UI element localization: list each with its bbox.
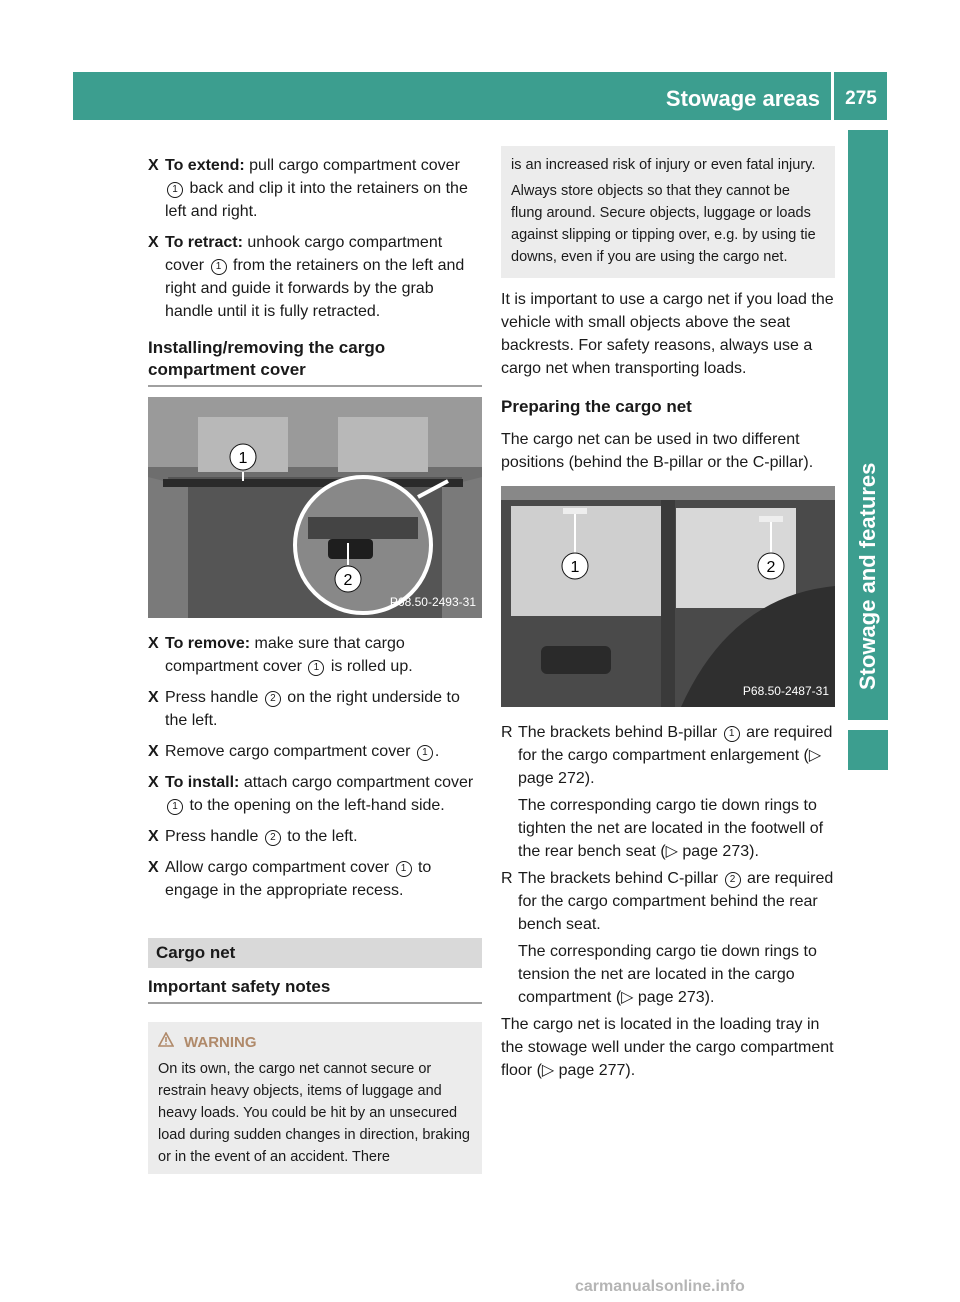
step-arrow-icon: X xyxy=(148,234,159,251)
warning-box xyxy=(148,1022,482,1174)
bullet-subtext: The corresponding cargo tie down rings to tighten the net are located in the footwell of the rear bench seat (▷ page 273). xyxy=(518,797,824,860)
warning-text: is an increased risk of injury or even fatal injury. xyxy=(511,157,816,173)
warning-title: WARNING xyxy=(184,1034,257,1051)
step-label: To retract: xyxy=(165,234,243,251)
warning-continuation xyxy=(501,146,835,278)
callout-1-icon: 1 xyxy=(308,660,324,676)
bullet-icon: R xyxy=(501,724,513,741)
callout-1-icon: 1 xyxy=(417,745,433,761)
step-text: attach cargo compartment cover xyxy=(239,774,474,791)
bullet-text: The brackets behind C-pillar xyxy=(518,870,723,887)
step-text: to engage in the appropriate recess. xyxy=(165,859,432,899)
bullet-text: The brackets behind B-pillar xyxy=(518,724,722,741)
figure-callout-1: 1 xyxy=(570,559,580,576)
step-extend xyxy=(148,154,482,223)
install-heading: Installing/removing the cargo compartment cover xyxy=(148,337,482,387)
step-arrow-icon: X xyxy=(148,743,159,760)
callout-1-icon: 1 xyxy=(167,799,183,815)
figure-code: P68.50-2487-31 xyxy=(742,684,829,698)
step-retract xyxy=(148,231,482,323)
step-text: to the left. xyxy=(282,828,358,845)
figure-callout-1: 1 xyxy=(238,450,248,467)
step-label: To extend: xyxy=(165,157,245,174)
step-arrow-icon: X xyxy=(148,828,159,845)
warning-icon xyxy=(158,1035,178,1051)
list-item xyxy=(501,721,835,863)
step-install xyxy=(148,771,482,817)
figure-code: P68.50-2493-31 xyxy=(389,595,476,609)
step-remove xyxy=(148,632,482,678)
safety-heading: Important safety notes xyxy=(148,976,482,1004)
right-column xyxy=(501,146,835,1094)
bullet-text: page 272). xyxy=(518,770,595,787)
step-arrow-icon: X xyxy=(148,157,159,174)
step-label: To install: xyxy=(165,774,240,791)
step-remove-cover xyxy=(148,740,482,763)
list-item xyxy=(501,867,835,1009)
step-press-handle-left xyxy=(148,825,482,848)
callout-1-icon: 1 xyxy=(396,861,412,877)
callout-2-icon: 2 xyxy=(265,691,281,707)
step-text: back and clip it into the retainers on the left and right. xyxy=(165,180,468,220)
step-arrow-icon: X xyxy=(148,689,159,706)
callout-1-icon: 1 xyxy=(724,726,740,742)
paragraph: The cargo net is located in the loading tray in the stowage well under the cargo compartment floor (▷ page 277). xyxy=(501,1016,834,1079)
header-divider xyxy=(831,72,834,120)
cargo-net-image xyxy=(501,486,835,707)
step-text: on the right underside to the left. xyxy=(165,689,460,729)
step-label: To remove: xyxy=(165,635,251,652)
prep-heading: Preparing the cargo net xyxy=(501,397,692,416)
step-arrow-icon: X xyxy=(148,635,159,652)
bullet-text: are required for the cargo compartment enlargement ( xyxy=(518,724,833,764)
step-arrow-icon: X xyxy=(148,774,159,791)
left-column xyxy=(148,154,482,1174)
step-text: is rolled up. xyxy=(326,658,413,675)
side-tab-label: Stowage and features xyxy=(855,462,880,690)
page-title: Stowage areas xyxy=(665,86,820,111)
callout-2-icon: 2 xyxy=(265,830,281,846)
step-text: unhook cargo compartment cover xyxy=(165,234,443,274)
step-text: pull cargo compartment cover xyxy=(244,157,460,174)
paragraph: It is important to use a cargo net if you load the vehicle with small objects above the seat backrests. For safety reasons, always use a cargo net when transporting loads. xyxy=(501,291,834,377)
bullet-text: are required for the cargo compartment behind the rear bench seat. xyxy=(518,870,834,933)
warning-text: On its own, the cargo net cannot secure or restrain heavy objects, items of luggage and heavy loads. You could be hit by an unsecured load during sudden changes in direction, braking or in the event of an accident. There xyxy=(158,1061,470,1165)
side-tab-marker xyxy=(848,730,888,770)
step-press-handle xyxy=(148,686,482,732)
callout-2-icon: 2 xyxy=(725,872,741,888)
callout-1-icon: 1 xyxy=(211,259,227,275)
warning-text: Always store objects so that they cannot be flung around. Secure objects, luggage or loads against slipping or tipping over, e.g. by using tie downs, even if you are using the cargo net. xyxy=(511,183,816,265)
figure-callout-2: 2 xyxy=(343,572,353,589)
step-arrow-icon: X xyxy=(148,859,159,876)
figure-callout-2: 2 xyxy=(766,559,776,576)
cargo-cover-image xyxy=(148,397,482,618)
cargo-net-figure xyxy=(501,486,835,707)
step-text: Press handle xyxy=(165,689,263,706)
step-text: Remove cargo compartment cover xyxy=(165,743,415,760)
step-text: make sure that cargo compartment cover xyxy=(165,635,405,675)
step-text: to the opening on the left-hand side. xyxy=(185,797,445,814)
bullet-subtext: The corresponding cargo tie down rings to tension the net are located in the cargo compartment (▷ page 273). xyxy=(518,943,817,1006)
paragraph: The cargo net can be used in two different positions (behind the B-pillar or the C-pillar). xyxy=(501,431,814,471)
section-title: Cargo net xyxy=(148,938,482,968)
step-text: from the retainers on the left and right and guide it forwards by the grab handle until it is fully retracted. xyxy=(165,257,465,320)
step-engage xyxy=(148,856,482,902)
step-text: Press handle xyxy=(165,828,263,845)
cargo-cover-figure xyxy=(148,397,482,618)
page-ref-icon: ▷ xyxy=(808,747,822,764)
watermark: carmanualsonline.info xyxy=(575,1278,745,1295)
bullet-icon: R xyxy=(501,870,513,887)
step-text: Allow cargo compartment cover xyxy=(165,859,394,876)
step-text: . xyxy=(434,743,440,760)
page-number: 275 xyxy=(845,88,877,109)
callout-1-icon: 1 xyxy=(167,182,183,198)
